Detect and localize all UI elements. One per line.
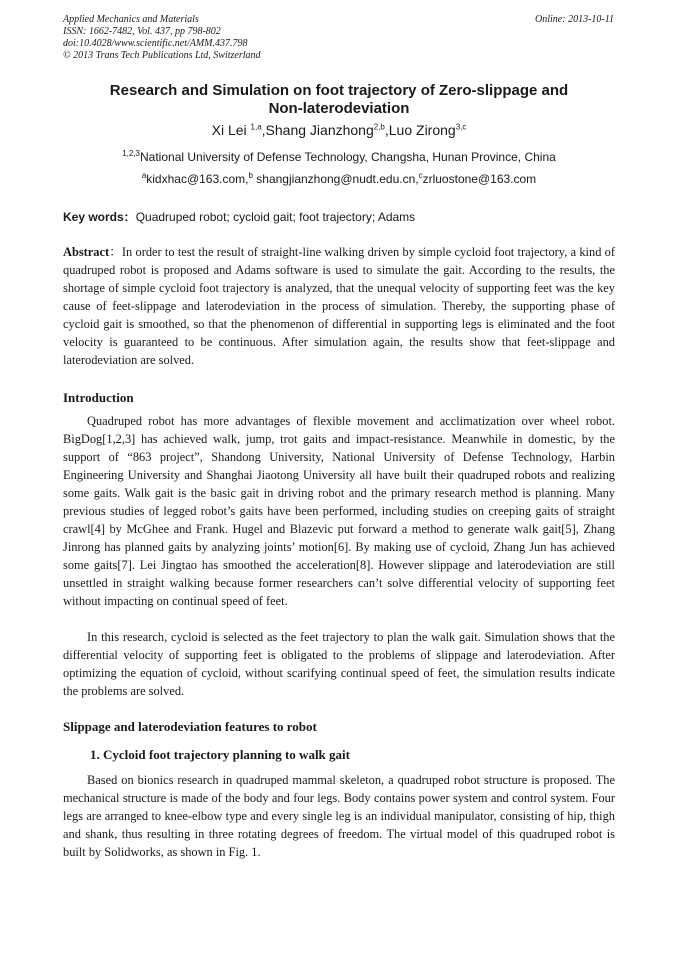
author-sup: 2,b: [373, 122, 385, 132]
author-list: [63, 122, 615, 138]
author-sup: 3,c: [455, 122, 467, 132]
keywords-text: Quadruped robot; cycloid gait; foot trajectory; Adams: [135, 210, 416, 224]
doi-line: doi:10.4028/www.scientific.net/AMM.437.798: [63, 38, 248, 49]
keywords-label: Key words：: [63, 210, 136, 224]
affiliation-sup: 1,2,3: [122, 149, 140, 158]
abstract-label: Abstract: [63, 245, 110, 259]
email: shangjianzhong@nudt.edu.cn,: [252, 172, 419, 186]
author-sup: 1,a: [250, 122, 262, 132]
affiliation-text: National University of Defense Technology, Changsha, Hunan Province, China: [140, 150, 556, 164]
subsection-heading: 1. Cycloid foot trajectory planning to walk gait: [90, 747, 350, 762]
journal-header: [63, 14, 261, 62]
abstract-sep: ：: [109, 245, 122, 259]
affiliation: [63, 150, 615, 164]
copyright-line: © 2013 Trans Tech Publications Ltd, Switzerland: [63, 50, 261, 61]
email-sup: b: [248, 171, 253, 180]
section-paragraph-1: Based on bionics research in quadruped mammal skeleton, a quadruped robot structure is proposed. The mechanical structure is made of the body and four legs. Body contains power system and control system. Four legs are arranged to knee-elbow type and every single leg is an individual manipulator, consisting of hip, thigh and shank, thus resulting in three rotating degrees of freedom. The virtual model of this quadruped robot is built by Solidworks, as shown in Fig. 1.: [63, 773, 615, 859]
email-sup: c: [418, 171, 423, 180]
keywords: [63, 208, 415, 225]
abstract-text: In order to test the result of straight-line walking driven by simple cycloid foot trajectory, a kind of quadruped robot is proposed and Adams software is used to simulate the gait. According to the results, the shortage of simple cycloid foot trajectory is analyzed, that the unequal velocity of supporting feet was the key cause of feet-slippage and laterodeviation in the process of simulation. Thereby, the supporting phase of cycloid gait is smoothed, so that the phenomenon of differential in supporting legs is eliminated and the foot velocity is guaranteed to be continuous. After simulation again, the results show that feet-slippage and laterodeviation are solved.: [63, 245, 616, 367]
email-list: [63, 172, 615, 186]
title-line-1: Research and Simulation on foot trajectory of Zero-slippage and: [109, 82, 569, 99]
email: zrluostone@163.com: [422, 172, 537, 186]
introduction-paragraph-1: Quadruped robot has more advantages of flexible movement and acclimatization over wheel robot. BigDog[1,2,3] has achieved walk, jump, trot gaits and impact-resistance. Meanwhile in domestic, by the support of “863 project”, Shandong University, National University of Defense Technology, Harbin Engineering University and Shanghai Jiaotong University all have built their quadruped robots and realizing some gaits. Walk gait is the basic gait in driving robot and the primary research method is planning. Many previous studies of legged robot’s gaits have been performed, including studies on creeping gaits of straight crawl[4] by McGhee and Frank. Hugel and Blazevic put forward a method to generate walk gait[5], Zhang Jinrong has planned gaits by analyzing joints’ motion[6]. By making use of cycloid, Zhang Jun has achieved some gaits[7]. Lei Jingtao has smoothed the acceleration[8]. However slippage and laterodeviation are still unsettled in straight walking because former researchers can’t solve differential velocity of supporting feet without impacting on continual speed of feet.: [63, 414, 615, 608]
email: kidxhac@163.com,: [146, 172, 249, 186]
journal-name: Applied Mechanics and Materials: [63, 14, 199, 25]
author-name: ,Shang Jianzhong: [261, 122, 374, 138]
abstract: [63, 243, 615, 369]
paper-title: [63, 82, 615, 118]
online-date: Online: 2013-10-11: [535, 14, 614, 25]
author-name: Xi Lei: [211, 122, 251, 138]
email-sup: a: [141, 171, 147, 180]
section-heading: Slippage and laterodeviation features to robot: [63, 719, 317, 734]
title-line-2: Non-laterodeviation: [268, 100, 410, 117]
issn-line: ISSN: 1662-7482, Vol. 437, pp 798-802: [63, 26, 221, 37]
introduction-heading: Introduction: [63, 390, 134, 405]
author-name: ,Luo Zirong: [384, 122, 456, 138]
introduction-paragraph-2: In this research, cycloid is selected as the feet trajectory to plan the walk gait. Simulation shows that the differential velocity of supporting feet is obligated to the problems of slippage and laterodeviation. After optimizing the equation of cycloid, without scarifying continual speed of feet, the simulation results indicate the problems are solved.: [63, 630, 615, 698]
